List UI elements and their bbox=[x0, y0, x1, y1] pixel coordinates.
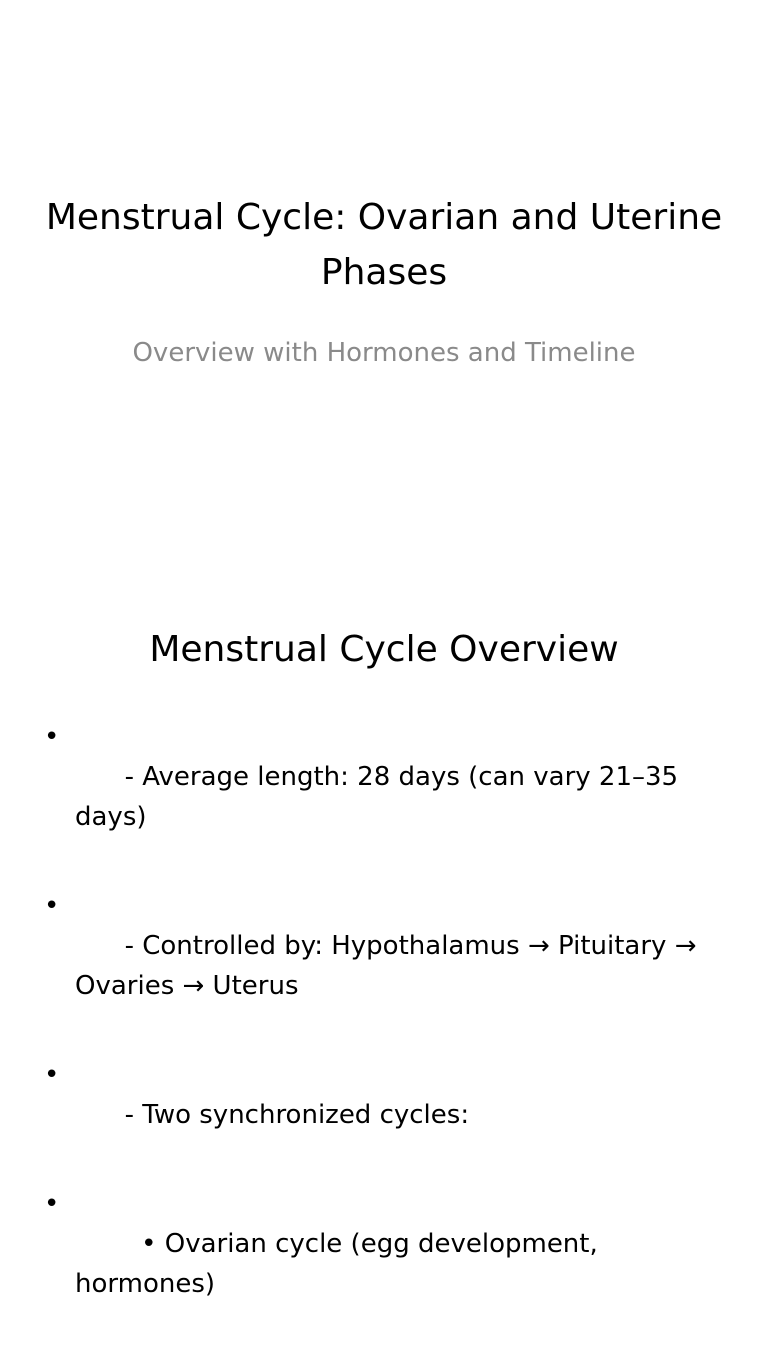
bullet-text: - Average length: 28 days (can vary 21–35 days) bbox=[75, 762, 687, 832]
bullet-dot-icon: • bbox=[44, 891, 60, 921]
bullet-item bbox=[44, 1055, 724, 1175]
bullet-list bbox=[44, 717, 724, 1353]
title-slide bbox=[0, 0, 768, 576]
bullet-text: • Ovarian cycle (egg development, hormones) bbox=[75, 1229, 607, 1299]
bullet-dot-icon: • bbox=[44, 1189, 60, 1219]
bullet-dot-icon: • bbox=[44, 722, 60, 752]
bullet-text: - Two synchronized cycles: bbox=[124, 1100, 470, 1130]
slide-title: Menstrual Cycle Overview bbox=[149, 629, 619, 670]
bullet-dot-icon: • bbox=[44, 1060, 60, 1090]
slide-title: Menstrual Cycle: Ovarian and Uterine Phases bbox=[45, 197, 723, 293]
bullet-item bbox=[44, 717, 724, 877]
bullet-item bbox=[44, 886, 724, 1046]
bullet-item bbox=[44, 1184, 724, 1344]
bullet-text: - Controlled by: Hypothalamus → Pituitary → Ovaries → Uterus bbox=[75, 931, 705, 1001]
slide-subtitle: Overview with Hormones and Timeline bbox=[132, 338, 636, 368]
overview-slide bbox=[0, 576, 768, 1299]
